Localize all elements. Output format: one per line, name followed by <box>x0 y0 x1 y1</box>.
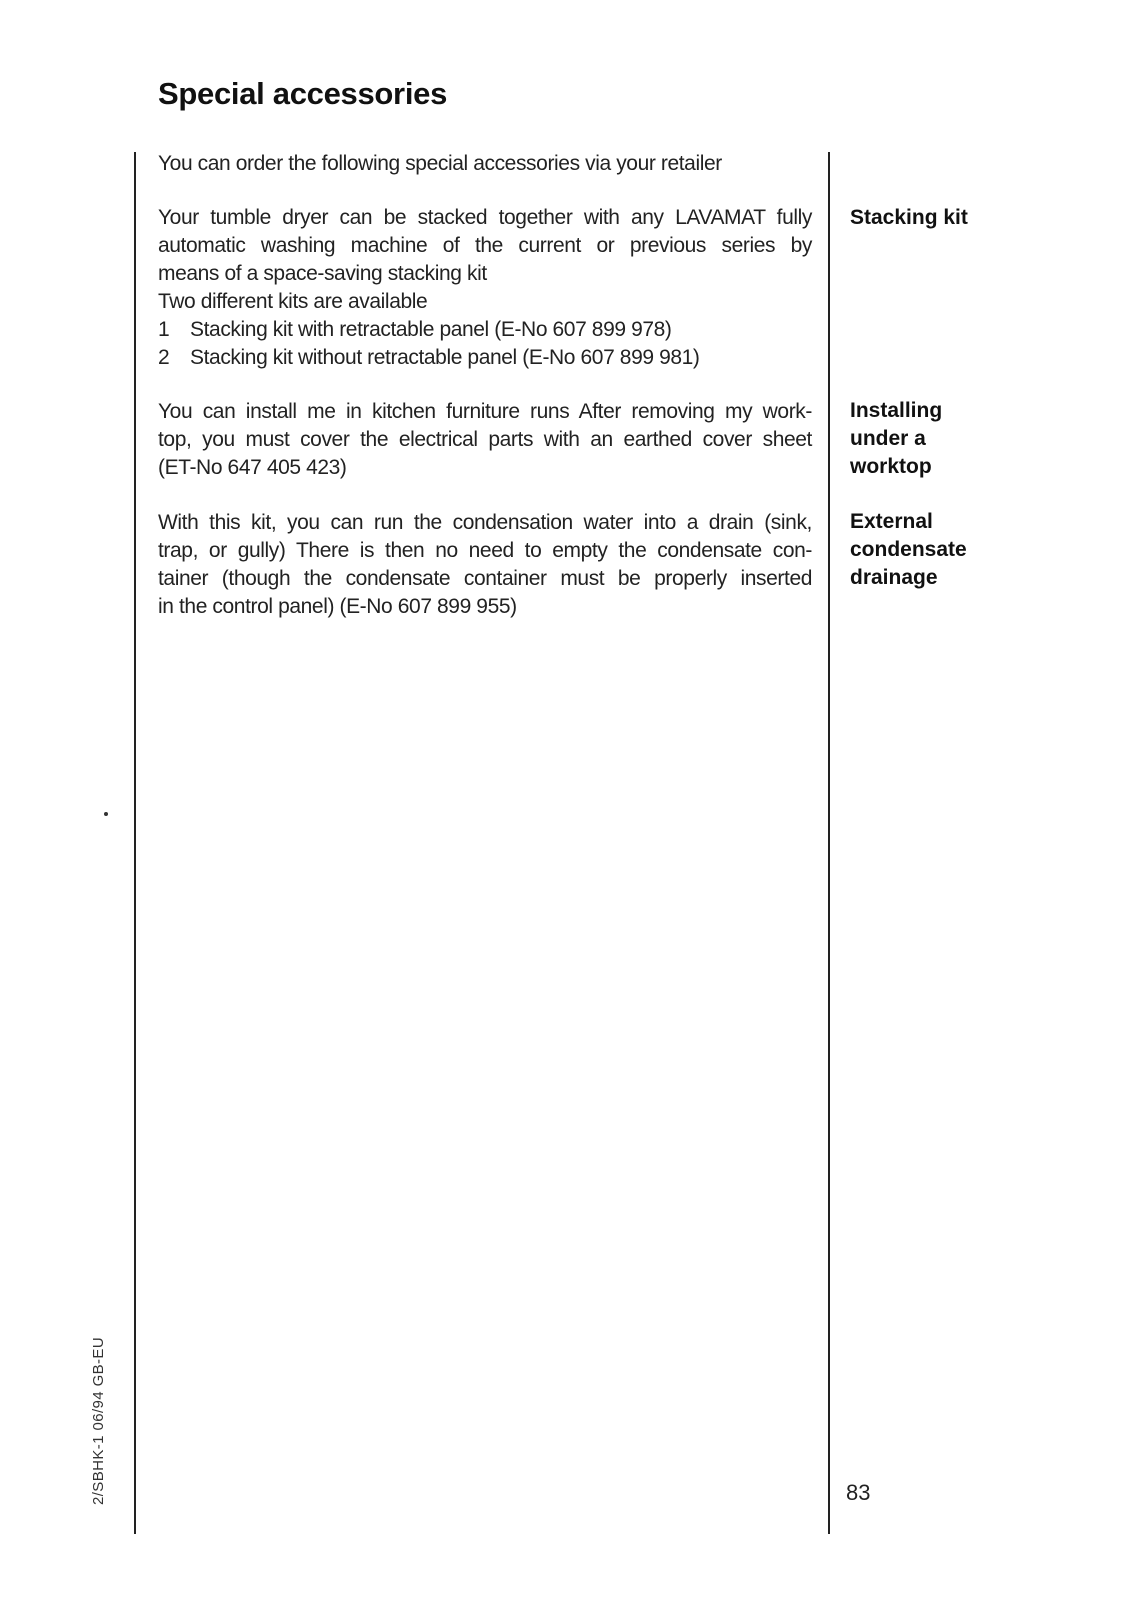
heading-line: Installing <box>850 399 943 422</box>
document-code: 2/SBHK-1 06/94 GB-EU <box>90 1336 107 1505</box>
worktop-line-2: top, you must cover the electrical parts with an earthed cover sheet <box>158 428 812 451</box>
margin-dot <box>104 812 108 816</box>
right-column-rule <box>828 152 830 1534</box>
drainage-line-2: trap, or gully) There is then no need to empty the condensate con- <box>158 539 812 562</box>
stacking-kit-line-3: means of a space-saving stacking kit <box>158 262 487 285</box>
drainage-line-1: With this kit, you can run the condensation water into a drain (sink, <box>158 511 812 534</box>
worktop-line-1: You can install me in kitchen furniture runs After removing my work- <box>158 400 812 423</box>
list-item-number: 1 <box>158 318 170 341</box>
list-item-text: Stacking kit with retractable panel (E-No 607 899 978) <box>190 318 672 341</box>
heading-line: under a <box>850 427 926 450</box>
intro-paragraph <box>158 150 812 178</box>
page-title: Special accessories <box>158 76 448 111</box>
heading-line: External <box>850 510 933 533</box>
stacking-kit-list-item <box>158 316 812 344</box>
worktop-line-3: (ET-No 647 405 423) <box>158 456 347 479</box>
heading-line: condensate <box>850 538 967 561</box>
heading-line: Stacking kit <box>850 206 968 229</box>
stacking-kit-line-2: automatic washing machine of the current or previous series by <box>158 234 812 257</box>
drainage-line-4: in the control panel) (E-No 607 899 955) <box>158 595 517 618</box>
page-number: 83 <box>846 1480 871 1505</box>
list-item-number: 2 <box>158 346 170 369</box>
stacking-kit-line-4: Two different kits are available <box>158 290 428 313</box>
stacking-kit-paragraph <box>158 204 812 372</box>
drainage-line-3: tainer (though the condensate container must be properly inserted <box>158 567 812 590</box>
stacking-kit-heading <box>850 204 1050 232</box>
heading-line: worktop <box>850 455 932 478</box>
heading-line: drainage <box>850 566 938 589</box>
intro-text: You can order the following special accessories via your retailer <box>158 152 722 175</box>
stacking-kit-list-item <box>158 344 812 372</box>
worktop-paragraph <box>158 398 812 482</box>
left-column-rule <box>134 152 136 1534</box>
drainage-paragraph <box>158 509 812 621</box>
drainage-heading <box>850 508 1050 592</box>
worktop-heading <box>850 397 1050 481</box>
stacking-kit-line-1: Your tumble dryer can be stacked together with any LAVAMAT fully <box>158 206 812 229</box>
list-item-text: Stacking kit without retractable panel (E-No 607 899 981) <box>190 346 700 369</box>
